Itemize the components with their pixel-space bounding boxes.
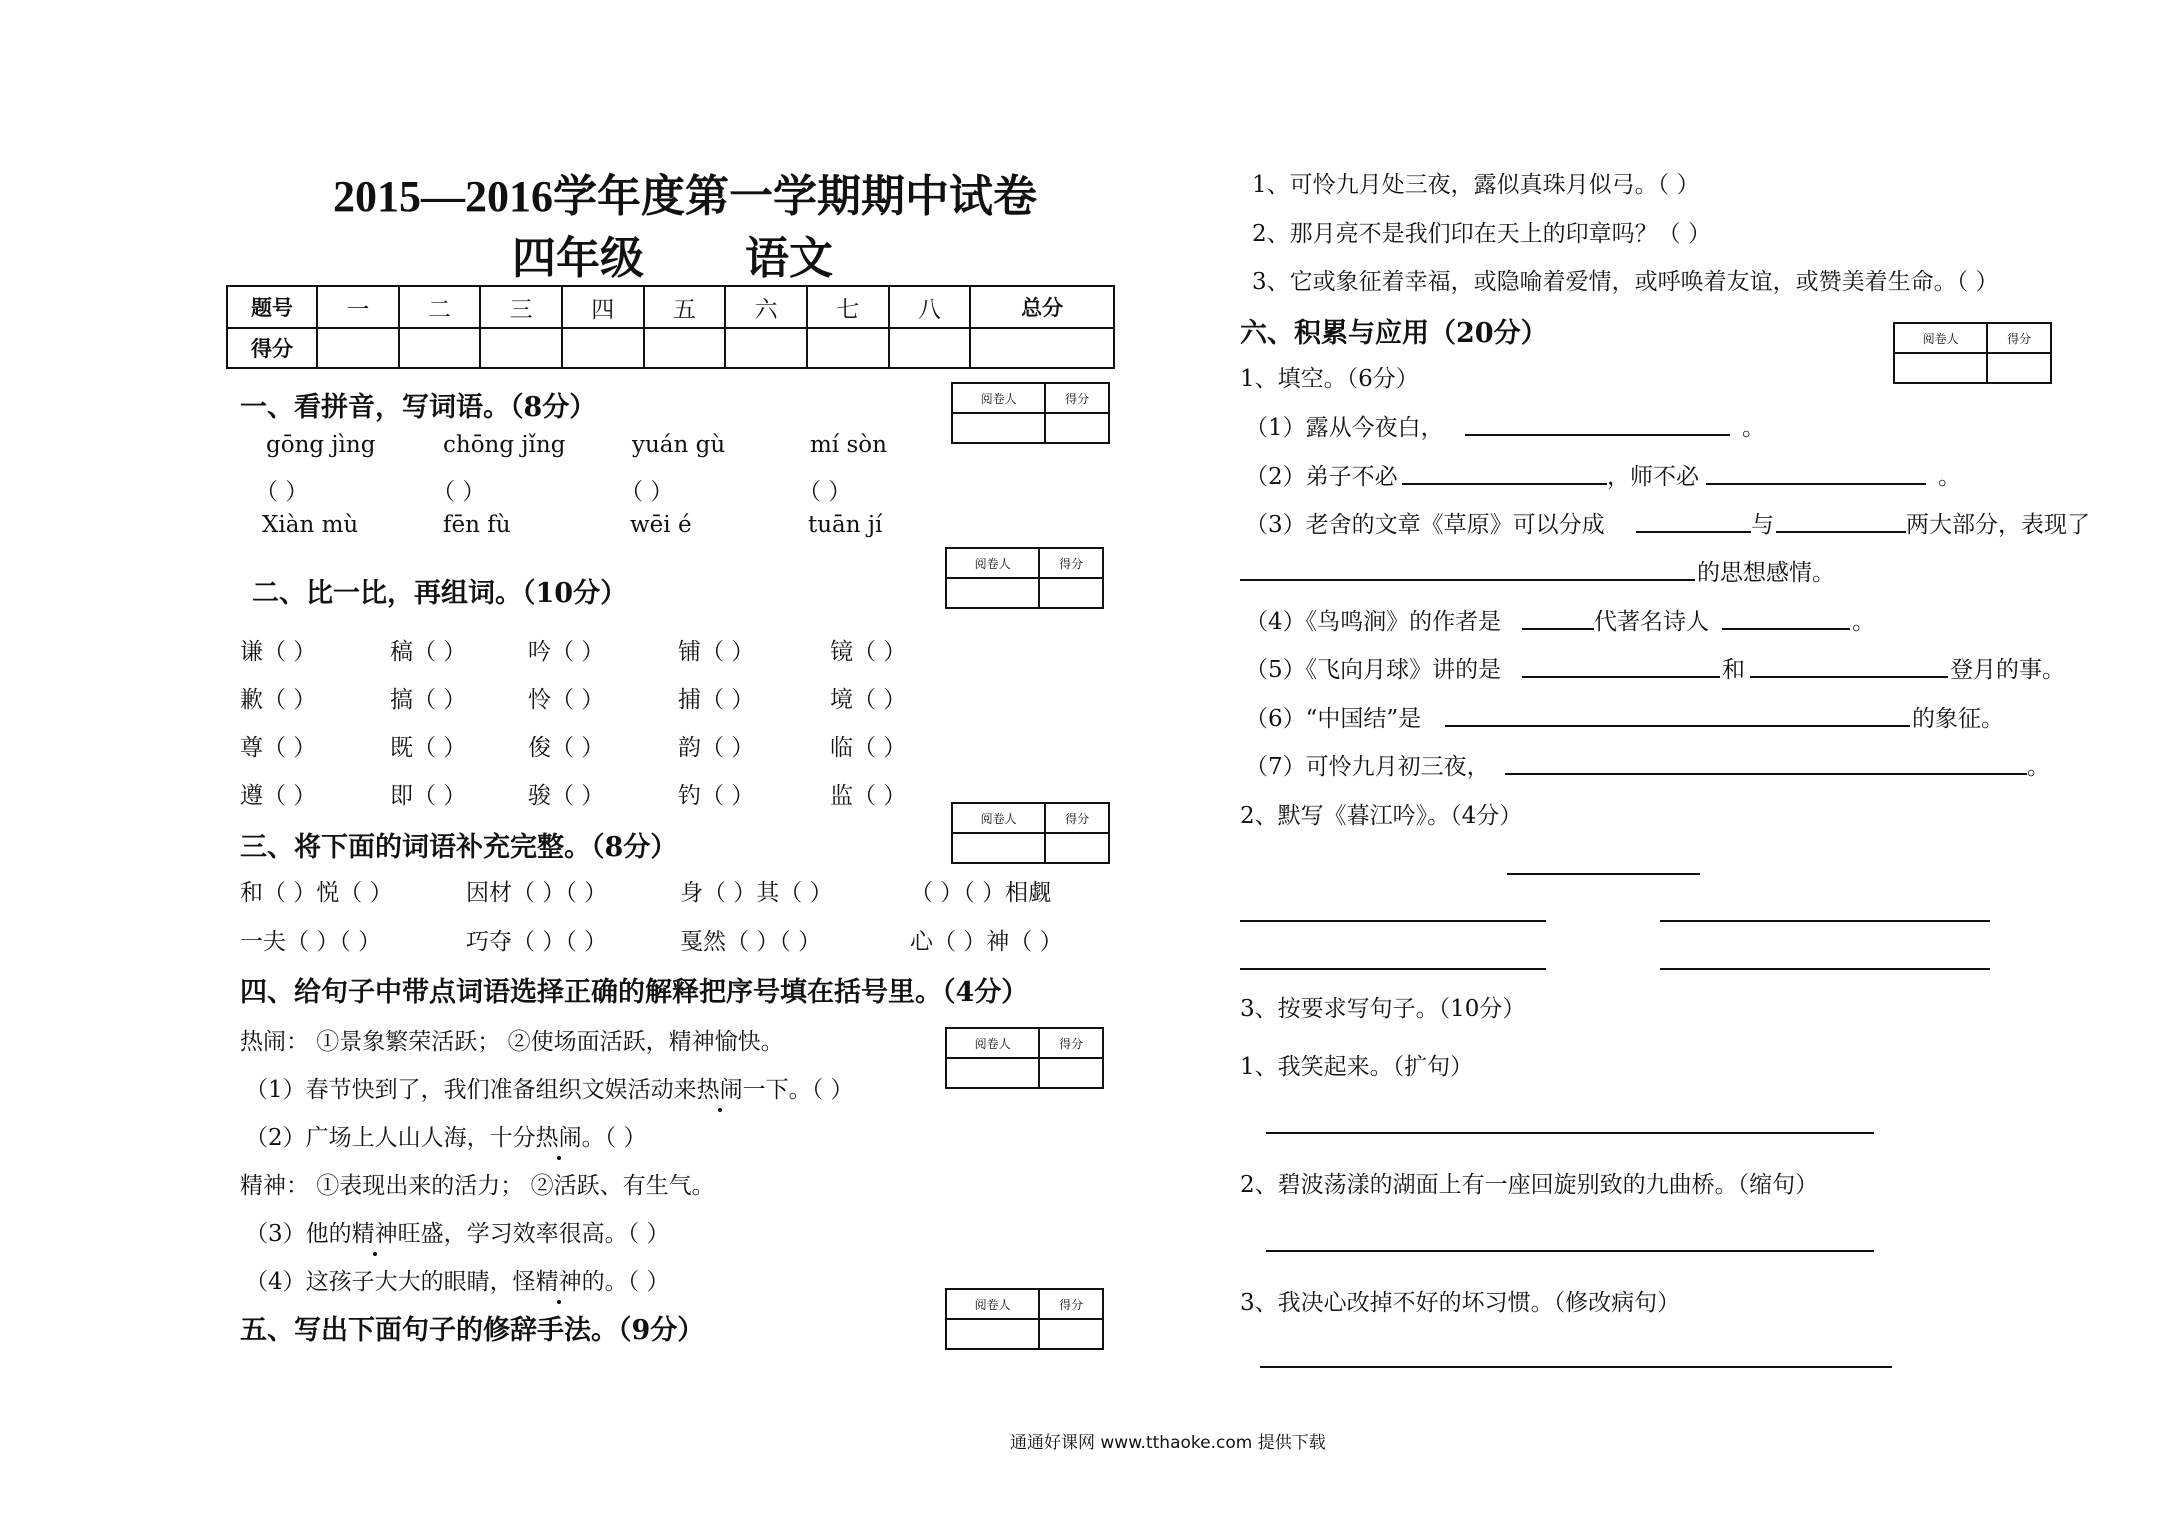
answer-blank[interactable]: （ ）: [798, 479, 852, 505]
definition-line: 热闹： ①景象繁荣活跃； ②使场面活跃，精神愉快。: [240, 1029, 784, 1055]
char-blank[interactable]: 即（ ）: [390, 783, 467, 809]
char-blank[interactable]: 钓（ ）: [678, 783, 755, 809]
fill-line: （7）可怜九月初三夜，: [1245, 754, 1490, 780]
score-table-header: 八: [889, 286, 971, 328]
fill-blank[interactable]: [1522, 676, 1720, 678]
reviewer-label: 阅卷人: [946, 548, 1039, 578]
char-blank[interactable]: 尊（ ）: [240, 735, 317, 761]
char-blank[interactable]: 搞（ ）: [390, 687, 467, 713]
fill-line: 的思想感情。: [1697, 560, 1835, 586]
grade-label: 四年级: [512, 234, 644, 283]
section-4-heading: 四、给句子中带点词语选择正确的解释把序号填在括号里。（4分）: [240, 977, 1029, 1008]
reviewer-score-cell[interactable]: [1039, 1058, 1103, 1088]
sentence-question: 1、我笑起来。（扩句）: [1240, 1054, 1474, 1080]
answer-blank[interactable]: 一下。（ ）: [742, 1077, 854, 1103]
sentence-question: 3、我决心改掉不好的坏习惯。（修改病句）: [1240, 1290, 1681, 1316]
fill-blank[interactable]: [1750, 676, 1948, 678]
pinyin: gōng jìng: [266, 432, 376, 458]
fill-line: 与: [1751, 512, 1774, 538]
poem-line-blank[interactable]: [1240, 920, 1546, 922]
char-blank[interactable]: 境（ ）: [830, 687, 907, 713]
question-line: （4）这孩子大大的眼睛，怪精神的。（ ）: [245, 1263, 669, 1296]
score-cell[interactable]: [807, 328, 889, 368]
char-blank[interactable]: 捕（ ）: [678, 687, 755, 713]
reviewer-score-label: 得分: [1987, 323, 2051, 353]
reviewer-cell[interactable]: [1894, 353, 1987, 383]
char-blank[interactable]: 俊（ ）: [528, 735, 605, 761]
poem-line-blank[interactable]: [1660, 920, 1990, 922]
char-blank[interactable]: 铺（ ）: [678, 639, 755, 665]
idiom-blank[interactable]: 巧夺（ ）（ ）: [466, 929, 608, 955]
reviewer-box: [951, 382, 1110, 444]
poem-title-blank[interactable]: [1507, 873, 1700, 875]
question-line: （1）春节快到了，我们准备组织文娱活动来热闹一下。（ ）: [245, 1071, 853, 1104]
answer-blank[interactable]: （ ）: [432, 479, 486, 505]
score-table-header: 题号: [227, 286, 317, 328]
period: 。: [1938, 464, 1961, 490]
reviewer-label: 阅卷人: [952, 383, 1045, 413]
score-table-header: 三: [480, 286, 562, 328]
pinyin: mí sòn: [810, 432, 887, 458]
sentence-question: 2、碧波荡漾的湖面上有一座回旋别致的九曲桥。（缩句）: [1240, 1172, 1819, 1198]
dotted-word: 热闹: [697, 1071, 743, 1104]
score-cell[interactable]: [480, 328, 562, 368]
pinyin: yuán gù: [632, 432, 726, 458]
dotted-word: 精神: [536, 1263, 582, 1296]
subquestion-title: 3、按要求写句子。（10分）: [1240, 996, 1526, 1022]
fill-line: 登月的事。: [1950, 657, 2065, 683]
pinyin: Xiàn mù: [262, 512, 359, 538]
fill-line: 和: [1722, 657, 1745, 683]
char-blank[interactable]: 吟（ ）: [528, 639, 605, 665]
score-table-header: 七: [807, 286, 889, 328]
score-cell[interactable]: [399, 328, 481, 368]
answer-blank[interactable]: 的。（ ）: [581, 1269, 670, 1295]
exam-title: 2015—2016学年度第一学期期中试卷: [333, 172, 1037, 221]
reviewer-label: 阅卷人: [946, 1028, 1039, 1058]
char-blank[interactable]: 遵（ ）: [240, 783, 317, 809]
fill-blank[interactable]: [1776, 531, 1906, 533]
period: 。: [1852, 609, 1875, 635]
rhetoric-question[interactable]: 1、可怜九月处三夜，露似真珠月似弓。（ ）: [1252, 172, 1700, 198]
fill-blank[interactable]: [1706, 483, 1926, 485]
char-blank[interactable]: 稿（ ）: [390, 639, 467, 665]
fill-blank[interactable]: [1505, 773, 2027, 775]
answer-blank[interactable]: 旺盛，学习效率很高。（ ）: [397, 1221, 670, 1247]
poem-line-blank[interactable]: [1660, 968, 1990, 970]
score-table-header: 四: [562, 286, 644, 328]
score-table-header: 二: [399, 286, 481, 328]
reviewer-cell[interactable]: [952, 413, 1045, 443]
char-blank[interactable]: 骏（ ）: [528, 783, 605, 809]
reviewer-score-cell[interactable]: [1039, 1319, 1103, 1349]
idiom-blank[interactable]: 一夫（ ）（ ）: [240, 929, 382, 955]
subquestion-title: 2、默写《暮江吟》。（4分）: [1240, 803, 1523, 829]
reviewer-box: [945, 1288, 1104, 1350]
reviewer-label: 阅卷人: [952, 803, 1045, 833]
score-table-header: 六: [725, 286, 807, 328]
definition-line: 精神： ①表现出来的活力； ②活跃、有生气。: [240, 1173, 715, 1199]
reviewer-label: 阅卷人: [946, 1289, 1039, 1319]
reviewer-box: [945, 1027, 1104, 1089]
pinyin: fēn fù: [443, 512, 511, 538]
reviewer-box: [951, 802, 1110, 864]
fill-line: （1）露从今夜白，: [1245, 415, 1444, 441]
char-blank[interactable]: 监（ ）: [830, 783, 907, 809]
dotted-word: 热闹: [536, 1119, 582, 1152]
poem-line-blank[interactable]: [1240, 968, 1546, 970]
reviewer-score-label: 得分: [1039, 1289, 1103, 1319]
char-blank[interactable]: 韵（ ）: [678, 735, 755, 761]
char-blank[interactable]: 镜（ ）: [830, 639, 907, 665]
rhetoric-question[interactable]: 2、那月亮不是我们印在天上的印章吗？（ ）: [1252, 221, 1711, 247]
reviewer-box: [945, 547, 1104, 609]
score-cell[interactable]: [889, 328, 971, 368]
reviewer-cell[interactable]: [952, 833, 1045, 863]
score-cell[interactable]: [317, 328, 399, 368]
fill-line: （6）“中国结”是: [1245, 706, 1422, 732]
idiom-blank[interactable]: 戛然（ ）（ ）: [680, 929, 822, 955]
reviewer-score-label: 得分: [1039, 1028, 1103, 1058]
fill-line: ，师不必: [1607, 464, 1699, 490]
rhetoric-question[interactable]: 3、它或象征着幸福，或隐喻着爱情，或呼唤着友谊，或赞美着生命。（ ）: [1252, 269, 1999, 295]
reviewer-score-cell[interactable]: [1987, 353, 2051, 383]
score-cell[interactable]: [644, 328, 726, 368]
answer-blank[interactable]: （ ）: [255, 479, 309, 505]
pinyin: tuān jí: [808, 512, 883, 538]
section-5-heading: 五、写出下面句子的修辞手法。（9分）: [240, 1315, 705, 1346]
fill-blank[interactable]: [1402, 483, 1607, 485]
reviewer-box: [1893, 322, 2052, 384]
score-table-header: 五: [644, 286, 726, 328]
fill-blank[interactable]: [1240, 579, 1695, 581]
fill-line: （4）《鸟鸣涧》的作者是: [1245, 609, 1502, 635]
idiom-blank[interactable]: 身（ ）其（ ）: [680, 880, 833, 906]
score-row-label: 得分: [227, 328, 317, 368]
section-1-heading: 一、看拼音，写词语。（8分）: [240, 392, 597, 423]
fill-blank[interactable]: [1636, 531, 1751, 533]
dotted-word: 精神: [352, 1215, 398, 1248]
fill-blank[interactable]: [1465, 434, 1730, 436]
reviewer-score-cell[interactable]: [1039, 578, 1103, 608]
fill-line: 代著名诗人: [1594, 609, 1709, 635]
answer-line[interactable]: [1266, 1250, 1874, 1252]
subquestion-title: 1、填空。（6分）: [1240, 366, 1419, 392]
reviewer-cell[interactable]: [946, 1058, 1039, 1088]
reviewer-score-cell[interactable]: [1045, 413, 1109, 443]
answer-line[interactable]: [1266, 1132, 1874, 1134]
pinyin: wēi é: [630, 512, 692, 538]
score-cell[interactable]: [562, 328, 644, 368]
score-table: [226, 285, 1115, 369]
fill-blank[interactable]: [1445, 725, 1910, 727]
fill-line: 两大部分，表现了: [1906, 512, 2090, 538]
reviewer-score-label: 得分: [1039, 548, 1103, 578]
reviewer-cell[interactable]: [946, 578, 1039, 608]
period: 。: [1742, 415, 1765, 441]
idiom-blank[interactable]: （ ）（ ）相觑: [910, 880, 1052, 906]
reviewer-score-cell[interactable]: [1045, 833, 1109, 863]
reviewer-score-label: 得分: [1045, 803, 1109, 833]
fill-line: 的象征。: [1912, 706, 2004, 732]
period: 。: [2027, 754, 2050, 780]
answer-blank[interactable]: 。（ ）: [581, 1125, 647, 1151]
fill-line: （5）《飞向月球》讲的是: [1245, 657, 1502, 683]
fill-line: （3）老舍的文章《草原》可以分成: [1245, 512, 1605, 538]
idiom-blank[interactable]: 心（ ）神（ ）: [910, 929, 1063, 955]
fill-line: （2）弟子不必: [1245, 464, 1398, 490]
idiom-blank[interactable]: 和（ ）悦（ ）: [240, 880, 393, 906]
char-blank[interactable]: 谦（ ）: [240, 639, 317, 665]
reviewer-cell[interactable]: [946, 1319, 1039, 1349]
section-6-heading: 六、积累与应用（20分）: [1240, 318, 1548, 349]
fill-blank[interactable]: [1722, 628, 1850, 630]
question-line: （3）他的精神旺盛，学习效率很高。（ ）: [245, 1215, 669, 1248]
score-cell[interactable]: [725, 328, 807, 368]
subject-label: 语文: [745, 234, 833, 283]
fill-blank[interactable]: [1522, 628, 1594, 630]
question-line: （2）广场上人山人海，十分热闹。（ ）: [245, 1119, 646, 1152]
char-blank[interactable]: 既（ ）: [390, 735, 467, 761]
section-2-heading: 二、比一比，再组词。（10分）: [252, 578, 628, 609]
char-blank[interactable]: 歉（ ）: [240, 687, 317, 713]
reviewer-label: 阅卷人: [1894, 323, 1987, 353]
char-blank[interactable]: 临（ ）: [830, 735, 907, 761]
score-cell[interactable]: [970, 328, 1114, 368]
score-table-header: 一: [317, 286, 399, 328]
char-blank[interactable]: 怜（ ）: [528, 687, 605, 713]
idiom-blank[interactable]: 因材（ ）（ ）: [466, 880, 608, 906]
section-3-heading: 三、将下面的词语补充完整。（8分）: [240, 832, 678, 863]
reviewer-score-label: 得分: [1045, 383, 1109, 413]
pinyin: chōng jǐng: [443, 432, 566, 458]
answer-line[interactable]: [1260, 1366, 1892, 1368]
footer-source: 通通好课网 www.tthaoke.com 提供下载: [1010, 1433, 1326, 1453]
score-table-header: 总分: [970, 286, 1114, 328]
answer-blank[interactable]: （ ）: [620, 479, 674, 505]
